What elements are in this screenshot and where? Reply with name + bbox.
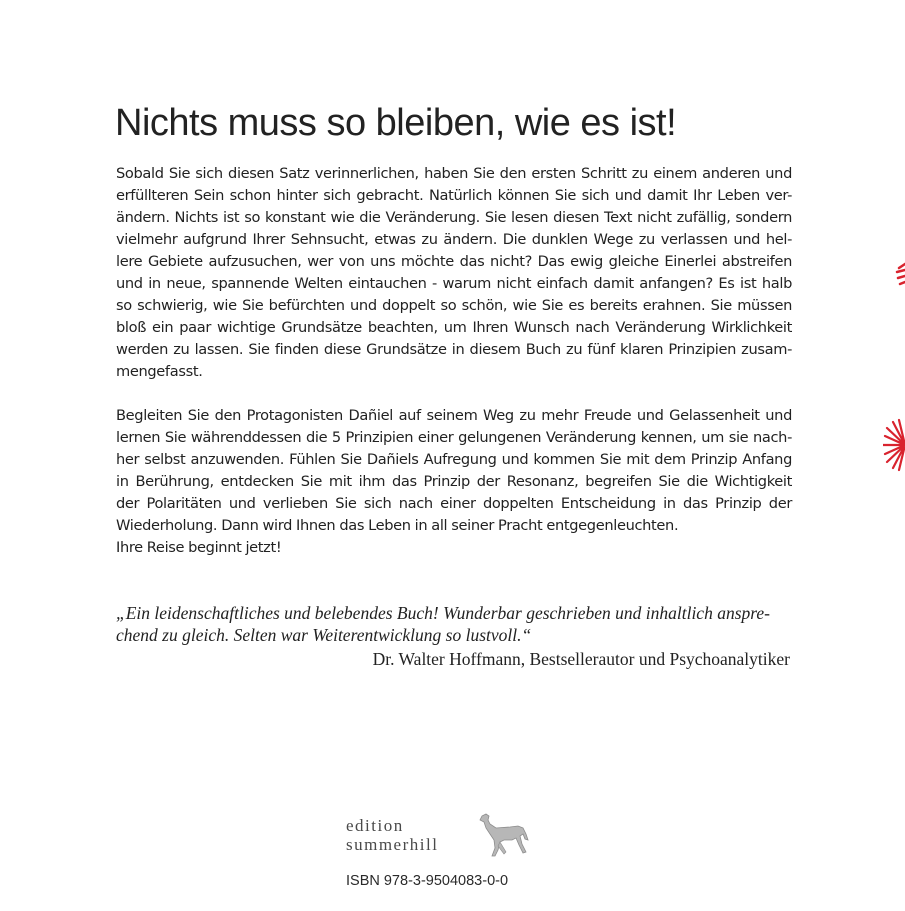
- text-line: lere Gebiete aufzusuchen, wer von uns möchte das nicht? Das ewig gleiche Einerlei abstreifen: [116, 253, 792, 270]
- text-line: mengefasst.: [116, 363, 203, 380]
- page-title: Nichts muss so bleiben, wie es ist!: [115, 102, 677, 144]
- red-sunburst-icon: [883, 418, 905, 472]
- text-line: Begleiten Sie den Protagonisten Dañiel auf seinem Weg zu mehr Freude und Gelassenheit und: [116, 407, 792, 424]
- text-line: Ihre Reise beginnt jetzt!: [116, 539, 282, 556]
- isbn-number: ISBN 978-3-9504083-0-0: [346, 873, 509, 889]
- text-line: ändern. Nichts ist so konstant wie die Veränderung. Sie lesen diesen Text nicht zufällig, sondern: [116, 209, 792, 226]
- quote-author: Dr. Walter Hoffmann, Bestsellerautor und Psychoanalytiker: [372, 649, 790, 669]
- red-ornament-icon: [893, 262, 905, 286]
- text-line: vielmehr aufgrund Ihrer Sehnsucht, etwas zu ändern. Die dunklen Wege zu verlassen und hel-: [116, 231, 792, 248]
- testimonial-quote: [116, 602, 792, 646]
- text-line: und in neue, spannende Welten eintauchen - warum nicht einfach damit anfangen? Es ist halb: [116, 275, 792, 292]
- text-line: lernen Sie währenddessen die 5 Prinzipien einer gelungenen Veränderung kennen, um sie nach-: [116, 429, 792, 446]
- publisher-logo: [346, 812, 536, 860]
- quote-line: chend zu gleich. Selten war Weiterentwicklung so lustvoll.“: [116, 625, 532, 645]
- text-line: her selbst anzuwenden. Fühlen Sie Dañiels Aufregung und kommen Sie mit dem Prinzip Anfang: [116, 451, 792, 468]
- intro-paragraph: [116, 163, 792, 383]
- publisher-name: [346, 816, 438, 854]
- text-line: werden zu lassen. Sie finden diese Grundsätze in diesem Buch zu fünf klaren Prinzipien zusam-: [116, 341, 792, 358]
- publisher-line2: summerhill: [346, 835, 439, 854]
- text-line: in Berührung, entdecken Sie mit ihm das Prinzip der Resonanz, begreifen Sie die Wichtigkeit: [116, 473, 792, 490]
- text-line: der Polaritäten und verlieben Sie sich nach einer doppelten Entscheidung in das Prinzip der: [116, 495, 792, 512]
- text-line: erfüllteren Sein schon hinter sich gebracht. Natürlich können Sie sich und damit Ihr Leben ver-: [116, 187, 792, 204]
- text-line: bloß ein paar wichtige Grundsätze beachten, um Ihren Wunsch nach Veränderung Wirklichkeit: [116, 319, 792, 336]
- quote-line: „Ein leidenschaftliches und belebendes Buch! Wunderbar geschrieben und inhaltlich anspre-: [116, 603, 771, 623]
- story-paragraph: [116, 405, 792, 559]
- text-line: Sobald Sie sich diesen Satz verinnerlichen, haben Sie den ersten Schritt zu einem anderen und: [116, 165, 792, 182]
- text-line: so schwierig, wie Sie befürchten und doppelt so schön, wie Sie es bereits erahnen. Sie müssen: [116, 297, 792, 314]
- publisher-line1: edition: [346, 816, 404, 835]
- greyhound-dog-icon: [476, 812, 532, 858]
- text-line: Wiederholung. Dann wird Ihnen das Leben in all seiner Pracht entgegenleuchten.: [116, 517, 679, 534]
